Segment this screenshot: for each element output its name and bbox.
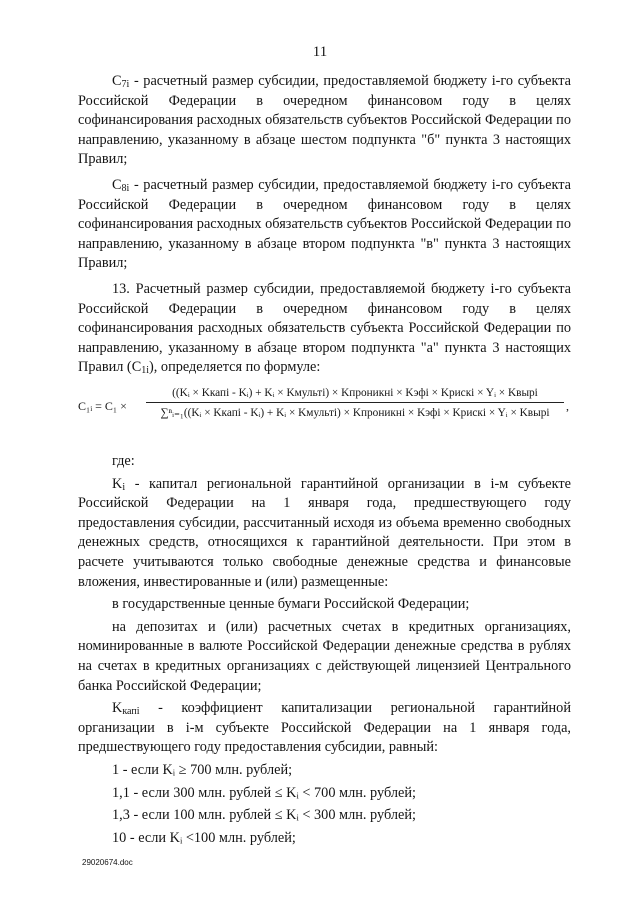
symbol-subscript: 7i xyxy=(121,79,130,90)
paragraph-text: ), определяется по формуле: xyxy=(149,359,321,376)
file-name-footer: 29020674.doc xyxy=(82,858,133,867)
symbol: C xyxy=(112,73,122,89)
symbol-subscript: капi xyxy=(122,706,140,718)
paragraph-text: - расчетный размер субсидии, предоставляемой бюджету i-го субъекта Российской Федерации в очередном финансовом году в целях софинансирования расходных обязательств субъектов Российской Федерации по направлению, указанному в абзаце втором подпункта "в" пункта 3 настоящих Правил; xyxy=(78,176,571,272)
paragraph-deposits: на депозитах и (или) расчетных счетах в кредитных организациях, номинированные в валюте Российской Федерации денежные средства в рублях на счетах в кредитных организациях с действующей лицензией Центрального банка Российской Федерации; xyxy=(78,618,571,694)
paragraph-c7i xyxy=(78,72,571,170)
paragraph-kkap xyxy=(78,699,571,758)
symbol: C xyxy=(112,176,122,193)
fraction-bar xyxy=(146,402,564,403)
paragraph-text: 13. Расчетный размер субсидии, предоставляемой бюджету i-го субъекта Российской Федерации в очередном финансовом году в целях софинансирования расходных обязательств субъекта Российской Федерации по направлению, указанному в абзаце втором подпункта "а" пункта 3 настоящих Правил (С xyxy=(78,280,571,376)
list-item: 1,3 - если 100 млн. рублей ≤ Kᵢ < 300 млн. рублей; xyxy=(112,807,416,824)
document-body xyxy=(78,72,571,379)
paragraph-text: - капитал региональной гарантийной организации в i-м субъекте Российской Федерации на 1 января года, предшествующего году предоставления субсидии, рассчитанный исходя из объема временно свободных денежных средств, относящихся к гарантийной деятельности. При этом в расчете учитываются только свободные денежные средства и финансовые вложения, инвестированные и (или) размещенные: xyxy=(78,475,571,590)
symbol: K xyxy=(112,475,123,492)
paragraph-gov-bonds: в государственные ценные бумаги Российской Федерации; xyxy=(112,596,470,613)
paragraph-text: - расчетный размер субсидии, предоставляемой бюджету i-го субъекта Российской Федерации в очередном финансовом году в целях софинансирования расходных обязательств субъектов Российской Федерации по направлению, указанному в абзаце шестом подпункта "б" пункта 3 настоящих Правил; xyxy=(78,73,571,168)
list-item: 1 - если Kᵢ ≥ 700 млн. рублей; xyxy=(112,761,293,778)
where-label: где: xyxy=(112,453,135,469)
formula xyxy=(78,385,578,431)
formula-lhs: С₁ᵢ = С₁ × xyxy=(78,399,127,413)
paragraph-ki xyxy=(78,475,571,593)
list-item: 1,1 - если 300 млн. рублей ≤ Kᵢ < 700 млн. рублей; xyxy=(112,784,416,801)
paragraph-13 xyxy=(78,280,571,378)
formula-fraction xyxy=(146,385,564,421)
symbol-subscript: 1i xyxy=(141,365,150,377)
paragraph-c8i xyxy=(78,176,571,274)
formula-comma: , xyxy=(566,399,569,413)
document-body-continued xyxy=(78,448,571,851)
symbol-subscript: 8i xyxy=(121,182,130,194)
list-item: 10 - если Kᵢ <100 млн. рублей; xyxy=(112,829,296,846)
symbol-subscript: i xyxy=(122,481,126,493)
formula-numerator: ((Kᵢ × Kкапi - Kᵢ) + Kᵢ × Kмультi) × Kпроникнi × Kэфi × Kрискi × Yᵢ × Kвырi xyxy=(172,387,538,399)
paragraph-text: - коэффициент капитализации региональной гарантийной организации в i-м субъекте Российской Федерации на 1 января года, предшествующего году предоставления субсидии, равный: xyxy=(78,700,571,756)
symbol: K xyxy=(112,700,123,717)
formula-denominator: ∑ⁿᵢ₌₁((Kᵢ × Kкапi - Kᵢ) + Kᵢ × Kмультi) × Kпроникнi × Kэфi × Kрискi × Yᵢ × Kвырi xyxy=(160,407,550,419)
page-number: 11 xyxy=(312,44,328,60)
